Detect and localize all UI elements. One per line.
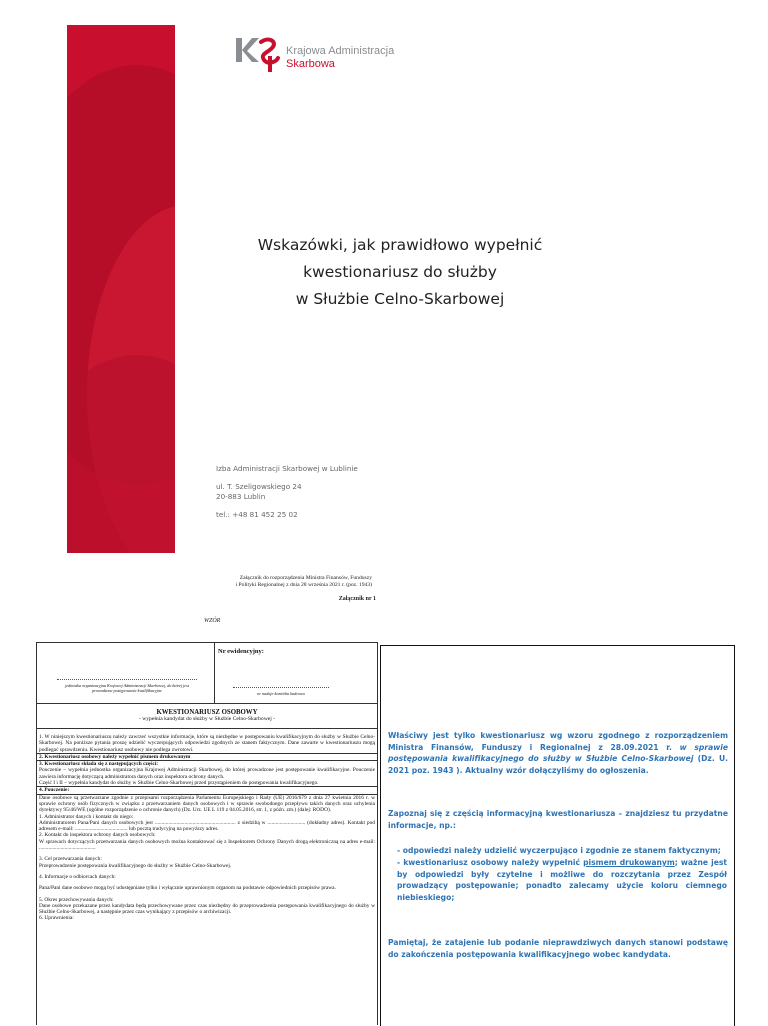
logo-text-line2: Skarbowa: [286, 58, 335, 70]
unit-caption: jednostka organizacyjna Krajowej Administracji Skarbowej, do której jest prowadzone postępowanie kwalifikacyjne: [65, 683, 189, 693]
form-title: KWESTIONARIUSZ OSOBOWY: [156, 709, 258, 716]
kas-logo-mark-icon: [234, 32, 282, 76]
scan-header: [176, 575, 376, 624]
underlined-text: pismem drukowanym: [583, 858, 675, 867]
form-paragraph: 2. Kontakt do inspektora ochrony danych osobowych:: [39, 832, 156, 839]
questionnaire-form-scan: [36, 642, 378, 1025]
cover-title-line2: w Służbie Celno-Skarbowej: [295, 290, 505, 308]
band-wave: [67, 355, 175, 553]
form-paragraph: 1. Administrator danych i kontakt do niego:: [39, 813, 134, 820]
guidance-text: Właściwy jest tylko kwestionariusz wg wzoru zgodnego z rozporządzeniem Ministra Finansów, Funduszy i Regionalnej z 28.09.2021 r.: [388, 731, 728, 752]
red-decorative-band: [67, 25, 175, 553]
annex-number: Załącznik nr 1: [338, 596, 376, 602]
guidance-bullet-1: - odpowiedzi należy udzielić wyczerpująco i zgodnie ze stanem faktycznym;: [397, 846, 721, 855]
guidance-paragraph-3: Pamiętaj, że zatajenie lub podanie nieprawdziwych danych stanowi podstawę do zakończenia postępowania kwalifikacyjnego wobec kandydata.: [388, 938, 728, 959]
logo-text-line1: Krajowa Administracja: [286, 45, 395, 57]
form-paragraph: 3. Cel przetwarzania danych:: [39, 856, 102, 863]
guidance-text: (Dz. U. 2021 poz. 1943 ). Aktualny wzór dołączyliśmy do ogłoszenia.: [388, 754, 729, 775]
annex-line2: i Polityki Regionalnej z dnia 28 września 2021 r. (poz. 1943): [235, 582, 372, 588]
city-address: 20-883 Lublin: [216, 492, 266, 501]
form-section-heading: 4. Pouczenie:: [37, 786, 377, 794]
phone-number: tel.: +48 81 452 25 02: [216, 510, 298, 519]
form-paragraph: Dane osobowe są przetwarzane zgodnie z przepisami rozporządzenia Parlamentu Europejskiego i Rady (UE) 2016/679 z dnia 27 kwietnia 2016 r. w sprawie ochrony osób fizycznych w związku z przetwarzaniem danych osobowych i w sprawie swobodnego przepływu takich danych oraz uchylenia dyrektywy 95/46/WE (ogólne rozporządzenie o ochronie danych) (Dz. Urz. UE L 119 z 04.05.2016, str. 1, z późn. zm.) (dalej: RODO).: [39, 794, 375, 814]
guidance-bullet-2: [397, 857, 727, 903]
regulation-title: w sprawie postępowania kwalifikacyjnego do służby w Służbie Celno-Skarbowej: [388, 742, 728, 763]
form-section-heading: 3. Kwestionariusz składa się z następujących części:: [39, 761, 159, 768]
form-paragraph: 1. W niniejszym kwestionariuszu należy zawrzeć wszystkie informacje, które są niezbędne w postępowaniu kwalifikacyjnym do służby w Służbie Celno-Skarbowej. Na poniższe pytania proszę udzielić wyczerpujących odpowiedzi zgodnych ze stanem faktycznym. Dane zawarte w kwestionariuszu mogą podlegać sprawdzeniu. Kwestionariusz osobowy nie podlega zwrotowi.: [39, 734, 375, 753]
guidance-text: ; ważne jest by odpowiedzi były czytelne i możliwe do rozczytania przez Zespół prowadzący postępowanie; ponadto zalecamy użycie koloru ciemnego niebieskiego;: [397, 858, 728, 902]
guidance-paragraph-2: Zapoznaj się z częścią informacyjną kwestionariusza – znajdziesz tu przydatne informacje, np.:: [388, 809, 728, 830]
org-name: Izba Administracji Skarbowej w Lublinie: [216, 464, 358, 473]
form-subtitle: - wypełnia kandydat do służby w Służbie Celno-Skarbowej -: [37, 716, 377, 729]
form-paragraph: Przeprowadzenie postępowania kwalifikacyjnego do służby w Służbie Celno-Skarbowej.: [39, 862, 232, 869]
kas-logo: [234, 32, 414, 76]
form-header: [37, 643, 377, 704]
cover-title-line1: Wskazówki, jak prawidłowo wypełnić kwestionariusz do służby: [257, 236, 543, 281]
form-section-heading: 2. Kwestionariusz osobowy należy wypełnić pismem drukowanym: [37, 753, 377, 761]
form-paragraph: Pana/Pani dane osobowe mogą być udostępniane tylko i wyłącznie uprawnionym organom na podstawie odpowiednich przepisów prawa.: [39, 885, 336, 892]
annex-line1: Załącznik do rozporządzenia Ministra Finansów, Funduszy: [239, 575, 372, 581]
form-paragraph: 5. Okres przechowywania danych:: [39, 896, 114, 903]
record-number-label: Nr ewidencyjny:: [218, 648, 264, 655]
form-paragraph: Pouczenie – wypełnia jednostka organizacyjna Krajowej Administracji Skarbowej, do której prowadzone jest postępowanie kwalifikacyjne. Pouczenie zawiera informację dotyczącą administratora danych oraz inspektora ochrony danych.: [39, 767, 375, 780]
cover-title: [200, 232, 600, 313]
wzor-label: WZÓR: [204, 618, 221, 624]
street-address: ul. T. Szeligowskiego 24: [216, 482, 302, 491]
form-paragraph: Dane osobowe przekazane przez kandydata będą przechowywane przez czas niezbędny do przeprowadzenia postępowania kwalifikacyjnego do służby w Służbie Celno-Skarbowej, a następnie przez czas wynikający z przepisów o archiwizacji.: [39, 902, 375, 916]
guidance-paragraph-1: [388, 730, 728, 776]
form-paragraph: 6. Uprawnienia:: [39, 915, 74, 922]
form-paragraph: Część I i II – wypełnia kandydat do służby w Służbie Celno-Skarbowej przed przystąpieniem do postępowania kwalifikacyjnego.: [39, 780, 319, 787]
annex-note: [176, 575, 372, 589]
guidance-panel: [380, 645, 735, 1026]
form-paragraph: W sprawach dotyczących przetwarzania danych osobowych można kontaktować się z Inspektorem Ochrony Danych drogą elektroniczną na adres e-mail: ..........................................: [39, 838, 375, 852]
hr-caption: nr nadaje komórka kadrowa: [257, 691, 305, 696]
form-paragraph: 4. Informacje o odbiorcach danych:: [39, 873, 116, 880]
guidance-text: - kwestionariusz osobowy należy wypełnić: [397, 858, 584, 867]
contact-block: [216, 464, 358, 520]
form-paragraph: Administratorem Pana/Pani danych osobowych jest ............................................................ z siedzibą w ............................ (dokładny adres). Kontakt pod adresem e-mail: ....................................... lub pocztą tradycyjną na powyższy adres.: [39, 819, 375, 833]
